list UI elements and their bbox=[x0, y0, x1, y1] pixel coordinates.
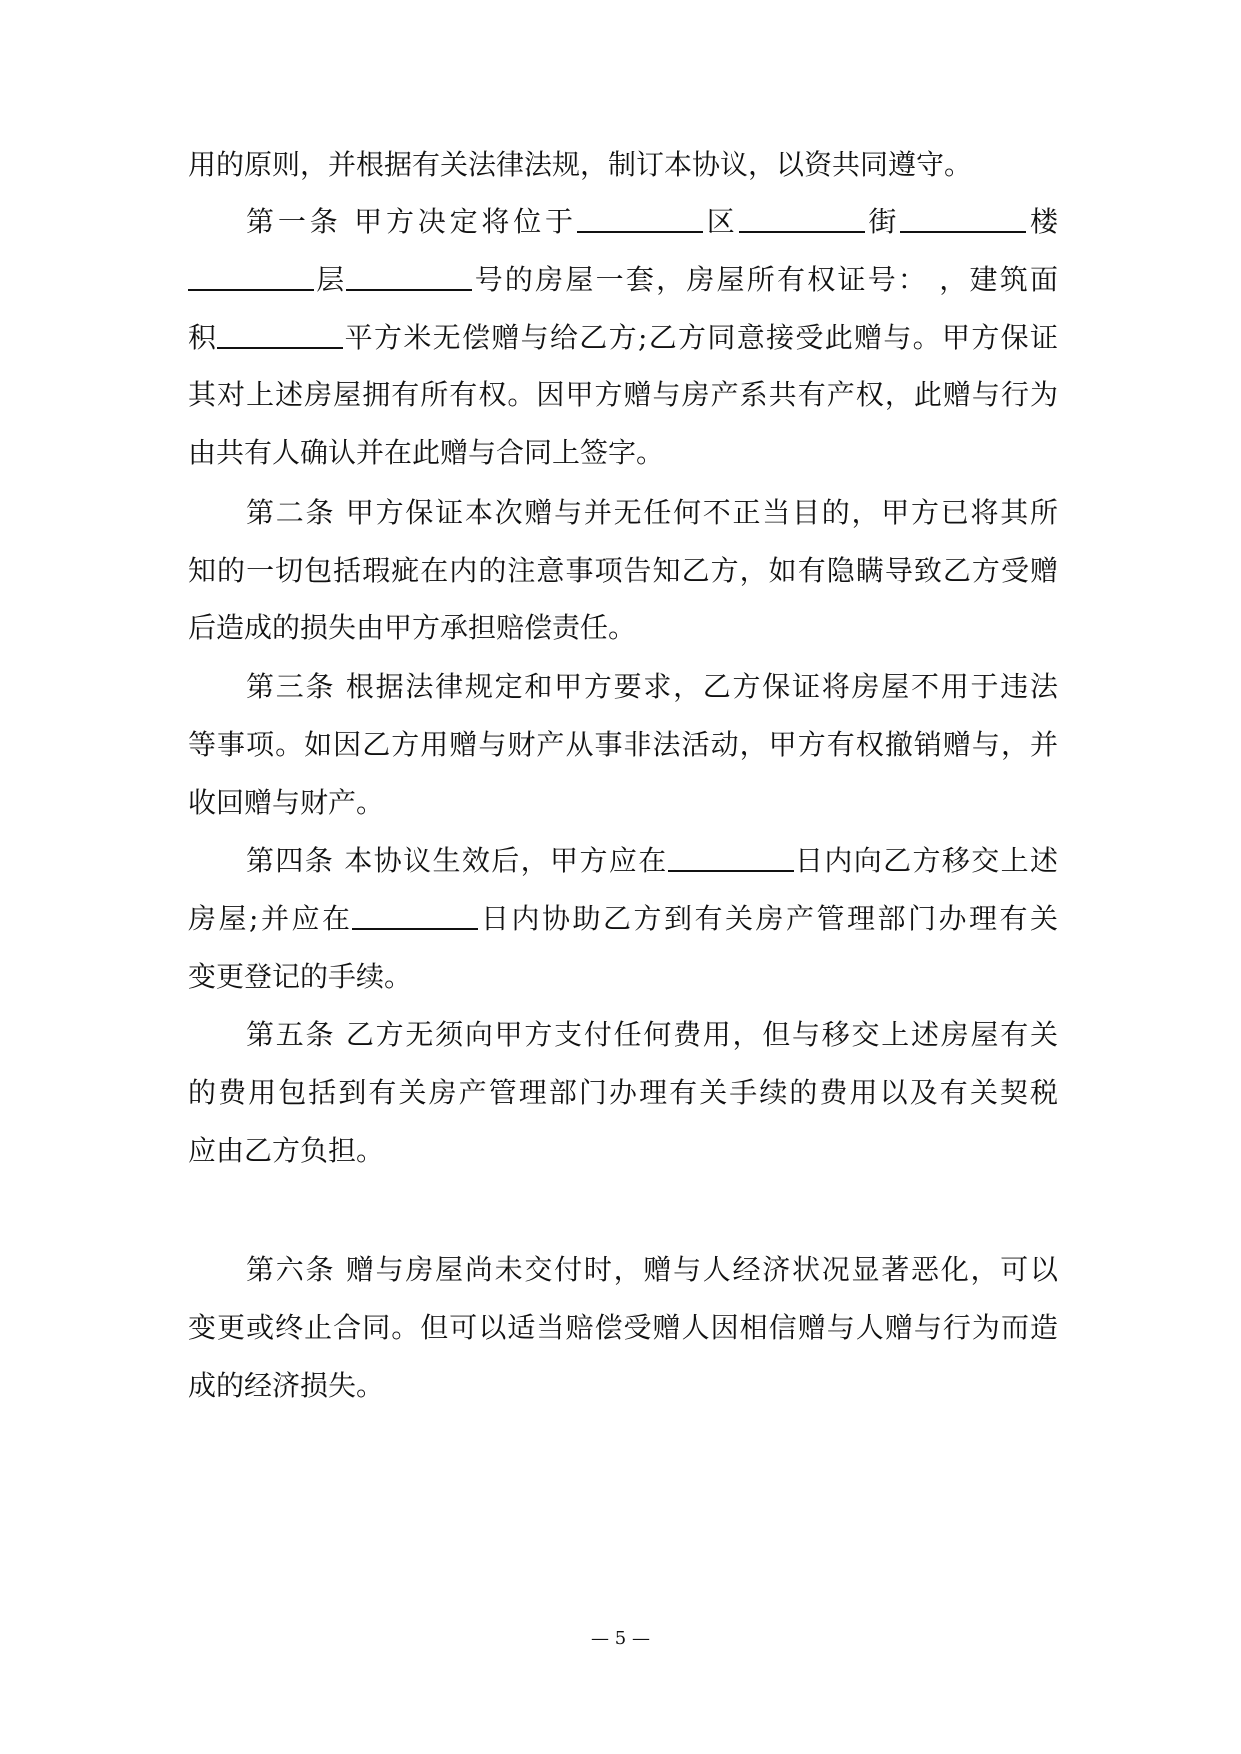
fill-in-blank[interactable] bbox=[739, 203, 865, 233]
text-segment: 第四条 本协议生效后，甲方应在 bbox=[246, 844, 668, 877]
article-4-line-1 bbox=[246, 839, 1058, 883]
text-segment: 层 bbox=[314, 263, 347, 296]
text-line: 变更或终止合同。但可以适当赔偿受赠人因相信赠与人赠与行为而造 bbox=[188, 1311, 1058, 1344]
text-line: 知的一切包括瑕疵在内的注意事项告知乙方，如有隐瞒导致乙方受赠 bbox=[188, 554, 1058, 587]
text-segment: 街 bbox=[864, 205, 901, 238]
text-line: 其对上述房屋拥有所有权。因甲方赠与房产系共有产权，此赠与行为 bbox=[188, 378, 1058, 411]
text-segment: 日内协助乙方到有关房产管理部门办理有关 bbox=[478, 902, 1058, 935]
fill-in-blank[interactable] bbox=[188, 261, 314, 291]
fill-in-blank[interactable] bbox=[900, 203, 1026, 233]
text-segment: 房屋;并应在 bbox=[188, 902, 353, 935]
text-segment: 号的房屋一套，房屋所有权证号： ，建筑面 bbox=[472, 263, 1058, 296]
fill-in-blank[interactable] bbox=[346, 261, 472, 291]
text-line: 应由乙方负担。 bbox=[188, 1134, 385, 1167]
text-line: 由共有人确认并在此赠与合同上签字。 bbox=[188, 436, 665, 469]
text-segment: 区 bbox=[702, 205, 739, 238]
text-line: 第六条 赠与房屋尚未交付时，赠与人经济状况显著恶化，可以 bbox=[246, 1253, 1058, 1286]
article-1-line-3 bbox=[188, 316, 1058, 360]
text-line: 第二条 甲方保证本次赠与并无任何不正当目的，甲方已将其所 bbox=[246, 496, 1058, 529]
text-line: 第五条 乙方无须向甲方支付任何费用，但与移交上述房屋有关 bbox=[246, 1018, 1058, 1051]
fill-in-blank[interactable] bbox=[668, 842, 794, 872]
page-number: — 5 — bbox=[591, 1628, 650, 1649]
article-4-line-2 bbox=[188, 897, 1058, 941]
text-line: 成的经济损失。 bbox=[188, 1369, 385, 1402]
text-line: 用的原则，并根据有关法律法规，制订本协议，以资共同遵守。 bbox=[188, 148, 973, 181]
text-line: 收回赠与财产。 bbox=[188, 786, 385, 819]
text-segment: 第一条 甲方决定将位于 bbox=[246, 205, 577, 238]
text-segment: 楼 bbox=[1026, 205, 1058, 238]
text-line: 等事项。如因乙方用赠与财产从事非法活动，甲方有权撤销赠与，并 bbox=[188, 728, 1058, 761]
fill-in-blank[interactable] bbox=[217, 319, 343, 349]
text-segment: 平方米无偿赠与给乙方;乙方同意接受此赠与。甲方保证 bbox=[343, 321, 1058, 354]
article-1-line-1 bbox=[246, 200, 1058, 244]
text-line: 第三条 根据法律规定和甲方要求，乙方保证将房屋不用于违法 bbox=[246, 670, 1058, 703]
text-line: 变更登记的手续。 bbox=[188, 960, 413, 993]
text-segment: 日内向乙方移交上述 bbox=[793, 844, 1058, 877]
text-segment: 积 bbox=[188, 321, 218, 354]
article-1-line-2 bbox=[188, 258, 1058, 302]
fill-in-blank[interactable] bbox=[577, 203, 703, 233]
fill-in-blank[interactable] bbox=[352, 900, 478, 930]
text-line: 后造成的损失由甲方承担赔偿责任。 bbox=[188, 611, 637, 644]
text-line: 的费用包括到有关房产管理部门办理有关手续的费用以及有关契税 bbox=[188, 1076, 1058, 1109]
